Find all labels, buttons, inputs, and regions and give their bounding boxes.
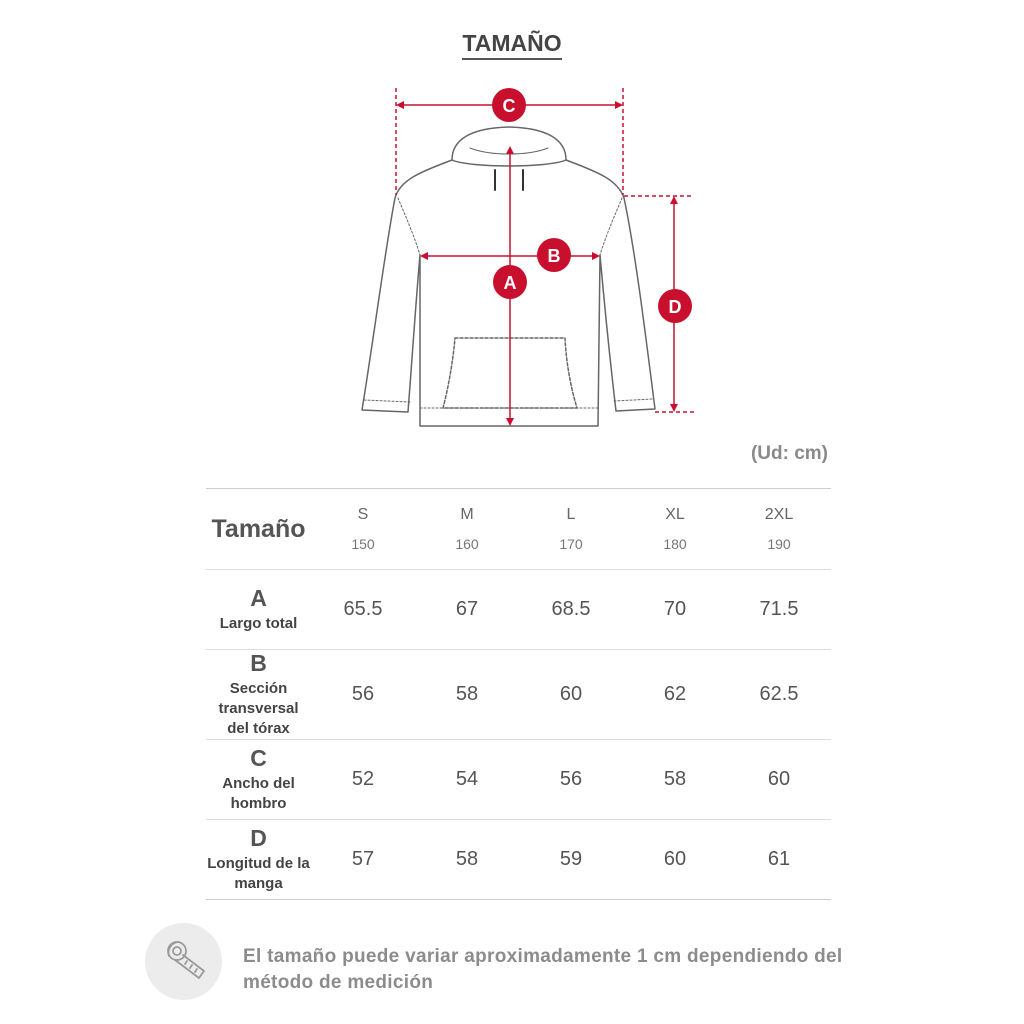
- label-b-marker: [537, 238, 571, 272]
- label-a-marker: [493, 265, 527, 299]
- label-d-marker: [658, 289, 692, 323]
- label-a: A: [503, 273, 517, 293]
- cell-value: 68.5: [519, 570, 623, 650]
- label-c: C: [502, 96, 516, 116]
- cell-value: 58: [415, 820, 519, 900]
- cell-value: 60: [623, 820, 727, 900]
- label-d: D: [668, 297, 682, 317]
- table-row-a: [206, 570, 831, 650]
- row-label: A Largo total: [206, 570, 311, 650]
- hoodie-hood: [452, 127, 566, 166]
- cell-value: 60: [727, 740, 831, 820]
- cell-value: 52: [311, 740, 415, 820]
- cell-value: 62.5: [727, 650, 831, 740]
- size-table: [206, 488, 831, 900]
- row-label: B Sección transversal del tórax: [206, 650, 311, 740]
- cell-value: 58: [415, 650, 519, 740]
- cell-value: 65.5: [311, 570, 415, 650]
- cell-value: 56: [519, 740, 623, 820]
- cell-value: 61: [727, 820, 831, 900]
- measuring-tape-icon: [145, 923, 222, 1000]
- measurement-note: El tamaño puede variar aproximadamente 1 cm dependiendo del método de medición: [243, 946, 843, 993]
- cell-value: 54: [415, 740, 519, 820]
- cell-value: 60: [519, 650, 623, 740]
- table-header-row: [206, 489, 831, 570]
- cell-value: 57: [311, 820, 415, 900]
- table-row-d: [206, 820, 831, 900]
- row-label: D Longitud de la manga: [206, 820, 311, 900]
- title-text: TAMAÑO: [462, 30, 561, 60]
- cell-value: 67: [415, 570, 519, 650]
- label-b: B: [547, 246, 561, 266]
- size-col-l: L 170: [519, 489, 623, 570]
- unit-label: (Ud: cm): [750, 443, 828, 464]
- header-label: Tamaño: [206, 489, 311, 570]
- label-c-marker: [492, 88, 526, 122]
- size-col-s: S 150: [311, 489, 415, 570]
- size-col-2xl: 2XL 190: [727, 489, 831, 570]
- table-row-b: [206, 650, 831, 740]
- cell-value: 62: [623, 650, 727, 740]
- row-label: C Ancho del hombro: [206, 740, 311, 820]
- cell-value: 71.5: [727, 570, 831, 650]
- cell-value: 58: [623, 740, 727, 820]
- hoodie-diagram: [0, 0, 1024, 440]
- size-col-xl: XL 180: [623, 489, 727, 570]
- size-col-m: M 160: [415, 489, 519, 570]
- table-row-c: [206, 740, 831, 820]
- cell-value: 70: [623, 570, 727, 650]
- cell-value: 56: [311, 650, 415, 740]
- cell-value: 59: [519, 820, 623, 900]
